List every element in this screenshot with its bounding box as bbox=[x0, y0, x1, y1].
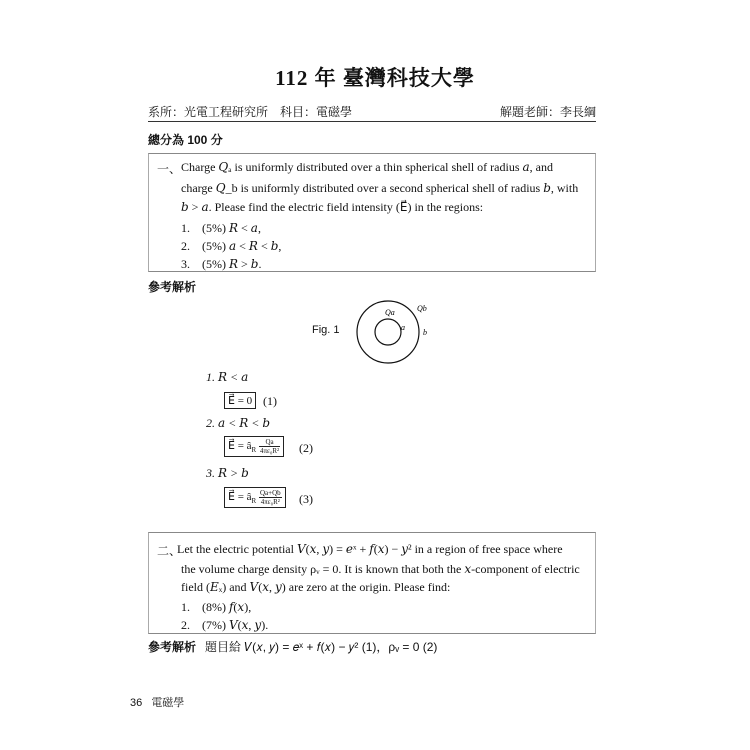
solution-case-2: 2. 𝑎 < 𝑅 < 𝑏 bbox=[206, 416, 271, 430]
page-footer bbox=[130, 694, 184, 710]
question-item: 1. (8%) 𝑓(𝑥), bbox=[181, 600, 252, 614]
footer-subject: 電磁學 bbox=[151, 697, 185, 709]
solution-answer-box-1: E⃗ = 0 bbox=[224, 392, 256, 409]
fraction-denominator: 4πε₀R² bbox=[260, 498, 280, 506]
question-2-box bbox=[148, 532, 596, 634]
figure-label: Fig. 1 bbox=[312, 324, 340, 336]
question-line: field (𝐸ₓ) and 𝑉(𝑥, 𝑦) are zero at the origin. Please find: bbox=[181, 580, 451, 594]
equation-tag: (2) bbox=[299, 441, 313, 455]
question-line: charge 𝑄_b is uniformly distributed over a second spherical shell of radius 𝑏, with bbox=[181, 181, 579, 195]
question-line: 𝑏 > 𝑎. Please find the electric field intensity (E⃗) in the regions: bbox=[181, 200, 484, 214]
subscript: R bbox=[251, 497, 257, 506]
question-1-box bbox=[148, 153, 596, 272]
fraction bbox=[259, 438, 280, 455]
solution-case-3: 3. 𝑅 > 𝑏 bbox=[206, 466, 249, 480]
concentric-shells-figure bbox=[355, 297, 445, 367]
department-subject: 系所：光電工程研究所 科目：電磁學 bbox=[148, 105, 353, 119]
question-item: 3. (5%) 𝑅 > 𝑏. bbox=[181, 257, 262, 271]
answer-2-text: 題目給 𝑉(𝑥, 𝑦) = 𝑒ˣ + 𝑓(𝑥) − 𝑦² (1)，ρᵥ = 0 (2) bbox=[205, 640, 438, 654]
solution-case-1: 1. 𝑅 < 𝑎 bbox=[206, 370, 249, 384]
equation-tag: (3) bbox=[299, 492, 313, 506]
fraction bbox=[259, 489, 282, 506]
fraction-numerator: Qa+Qb bbox=[259, 489, 281, 497]
question-item: 1. (5%) 𝑅 < 𝑎, bbox=[181, 221, 261, 235]
fraction-numerator: Qa bbox=[259, 438, 280, 447]
question-item: 2. (7%) 𝑉(𝑥, 𝑦). bbox=[181, 618, 269, 632]
question-line: the volume charge density ρᵥ = 0. It is known that both the 𝑥-component of electric bbox=[181, 562, 580, 576]
equation-prefix: E⃗ = â bbox=[228, 491, 252, 504]
label-a: a bbox=[401, 323, 405, 332]
label-qa: Qa bbox=[385, 308, 395, 317]
solution-answer-box-2 bbox=[224, 436, 284, 457]
label-b: b bbox=[423, 328, 427, 337]
answer-label-2: 參考解析 bbox=[148, 640, 197, 654]
label-qb: Qb bbox=[417, 304, 427, 313]
inner-shell bbox=[375, 319, 401, 345]
answer-label: 參考解析 bbox=[148, 280, 197, 294]
question-line: Let the electric potential 𝑉(𝑥, 𝑦) = 𝑒ˣ + 𝑓(𝑥) − 𝑦² in a region of free space where bbox=[177, 542, 563, 556]
solution-answer-box-3 bbox=[224, 487, 286, 508]
teacher-name: 解題老師：李長綱 bbox=[499, 105, 596, 119]
page-number: 36 bbox=[130, 697, 143, 709]
fraction-denominator: 4πε₀R² bbox=[259, 447, 280, 455]
equation-tag: (1) bbox=[263, 394, 277, 408]
question-line: Charge 𝑄ₐ is uniformly distributed over a thin spherical shell of radius 𝑎, and bbox=[181, 160, 553, 174]
subscript: R bbox=[251, 446, 257, 455]
meta-row bbox=[148, 103, 596, 122]
question-number: 一、 bbox=[157, 162, 182, 176]
page-title: 112 年 臺灣科技大學 bbox=[275, 66, 475, 90]
question-item: 2. (5%) 𝑎 < 𝑅 < 𝑏, bbox=[181, 239, 282, 253]
equation-prefix: E⃗ = â bbox=[228, 440, 252, 453]
total-score: 總分為 100 分 bbox=[148, 133, 223, 147]
question-number: 二、 bbox=[157, 544, 182, 558]
